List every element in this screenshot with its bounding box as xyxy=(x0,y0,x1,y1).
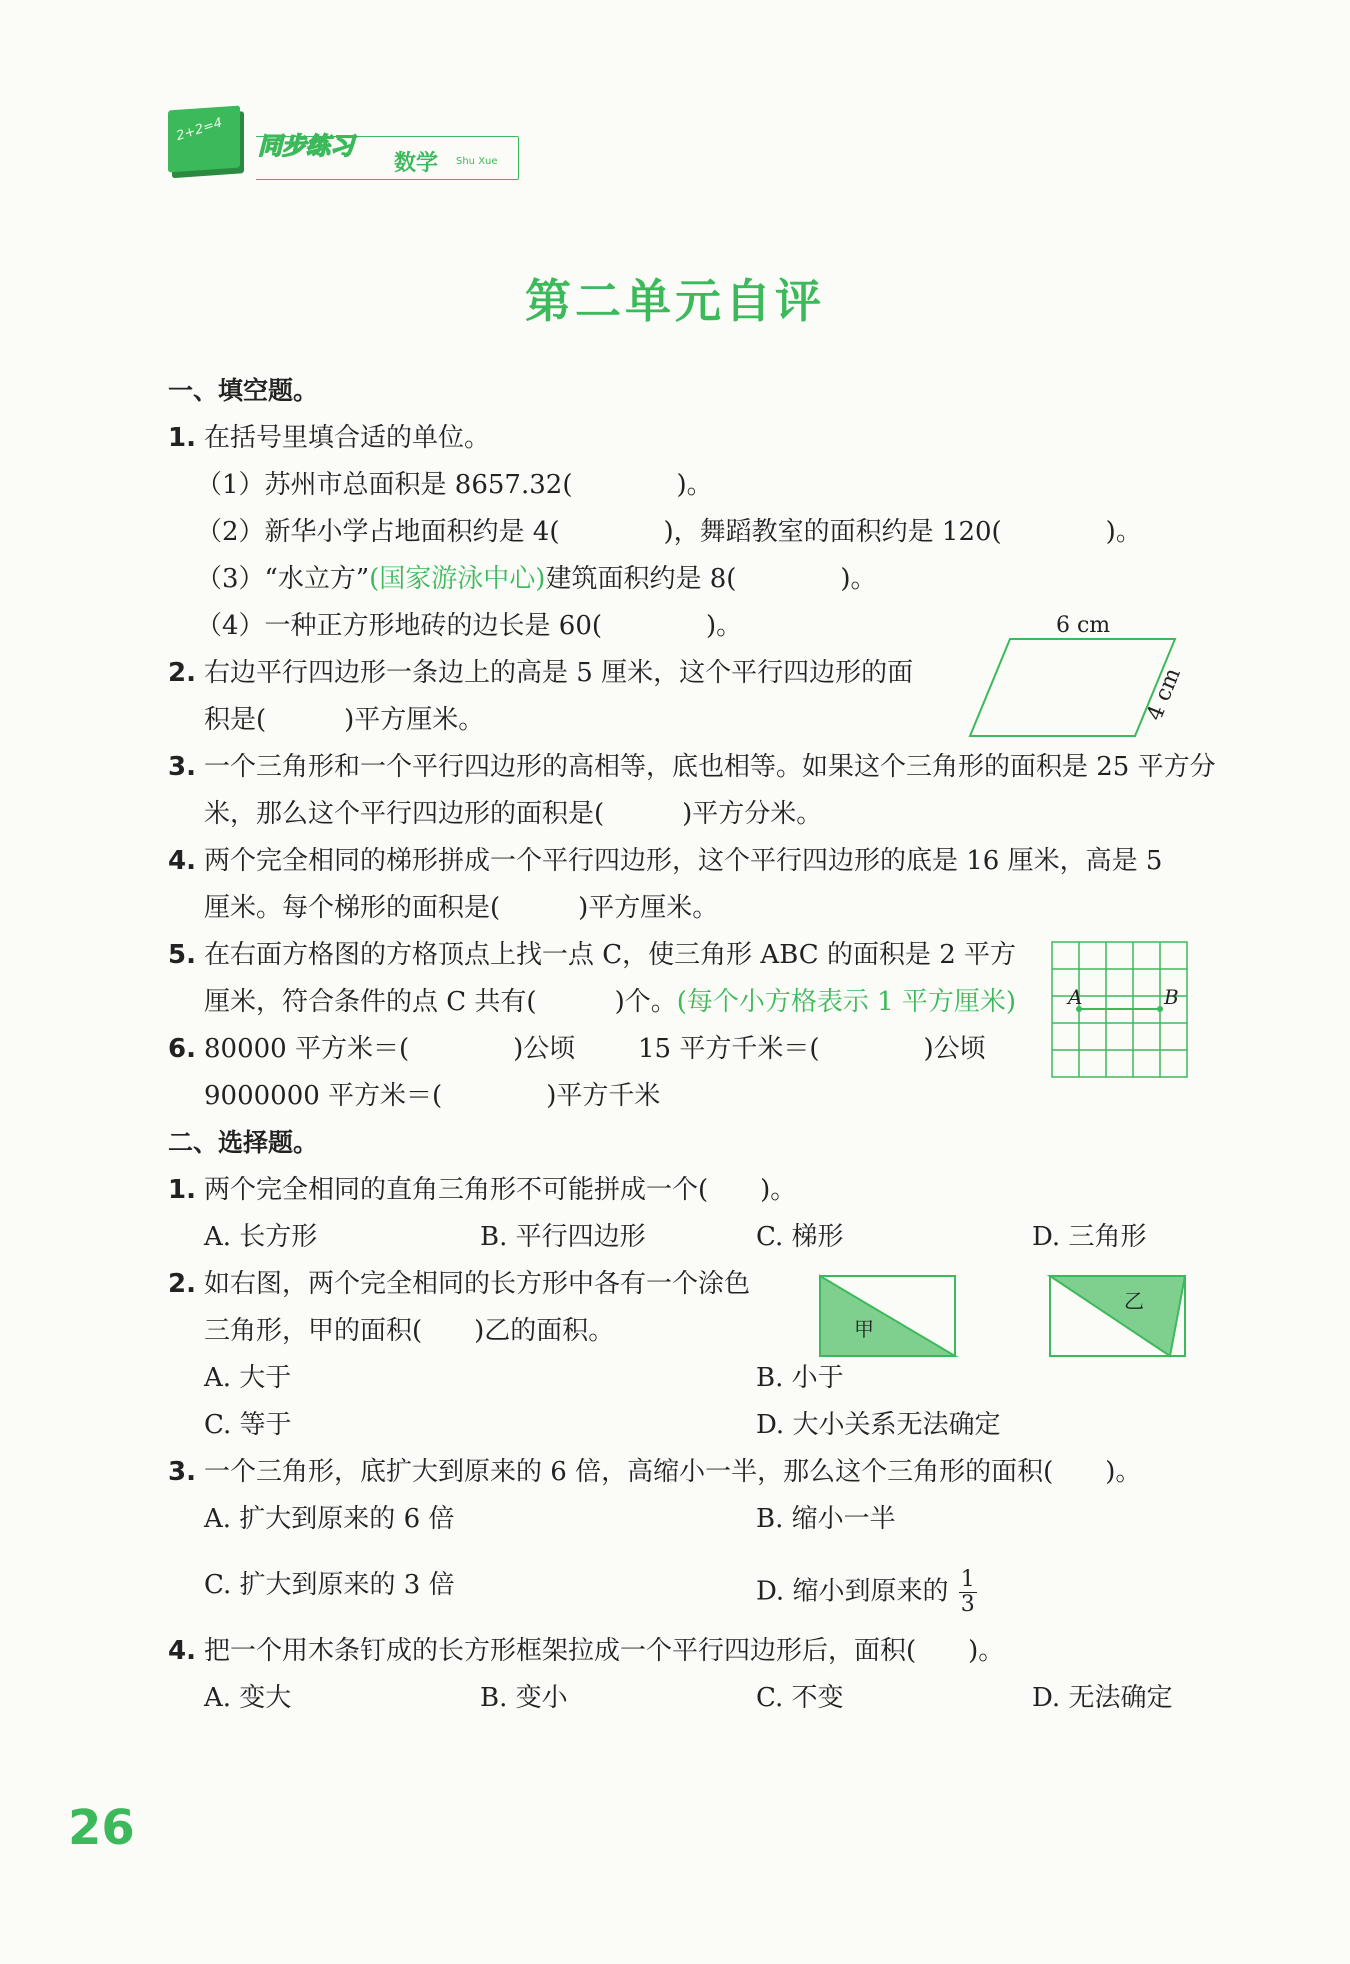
question-text: 在右面方格图的方格顶点上找一点 C，使三角形 ABC 的面积是 2 平方 xyxy=(204,940,1017,970)
subject-title: 数学 xyxy=(394,151,439,176)
option-b: B. 平行四边形 xyxy=(480,1222,646,1252)
question-number: 4. xyxy=(168,846,196,876)
sub-question-part: （3）“水立方” xyxy=(196,564,370,594)
grid-figure xyxy=(1052,942,1190,1080)
option-d: D. 大小关系无法确定 xyxy=(756,1410,1001,1440)
question-text: 右边平行四边形一条边上的高是 5 厘米，这个平行四边形的面 xyxy=(204,658,914,688)
option-c: C. 扩大到原来的 3 倍 xyxy=(204,1570,455,1600)
question-text: 在括号里填合适的单位。 xyxy=(204,423,491,453)
question-text: 15 平方千米＝( )公顷 xyxy=(638,1034,986,1064)
fraction xyxy=(959,1568,977,1617)
note-text: (每个小方格表示 1 平方厘米) xyxy=(676,987,1017,1017)
question-text: 厘米。每个梯形的面积是( )平方厘米。 xyxy=(204,893,719,923)
question-number: 1. xyxy=(168,1175,196,1205)
question-number: 3. xyxy=(168,1457,196,1487)
figure-label-side: 4 cm xyxy=(1142,664,1186,725)
logo-badge: 2+2=4 xyxy=(174,115,224,145)
question-text-part: 厘米，符合条件的点 C 共有( )个。 xyxy=(204,987,677,1017)
option-d: D. 无法确定 xyxy=(1032,1683,1173,1713)
note-text: (国家游泳中心) xyxy=(369,564,546,594)
label-jia: 甲 xyxy=(854,1317,874,1341)
page-title: 第二单元自评 xyxy=(525,274,825,328)
figure-label-top: 6 cm xyxy=(1056,613,1111,638)
series-logo xyxy=(168,108,518,188)
subject-pinyin: Shu Xue xyxy=(456,156,498,167)
option-d xyxy=(756,1568,977,1617)
question-number: 6. xyxy=(168,1034,196,1064)
question-text: 把一个用木条钉成的长方形框架拉成一个平行四边形后，面积( )。 xyxy=(204,1636,1005,1666)
question-text: 一个三角形和一个平行四边形的高相等，底也相等。如果这个三角形的面积是 25 平方分 xyxy=(204,752,1216,782)
chalkboard-icon xyxy=(168,105,240,172)
sub-question-part: 建筑面积约是 8( )。 xyxy=(545,564,877,594)
rectangles-figure xyxy=(818,1274,1188,1360)
option-b: B. 小于 xyxy=(756,1363,844,1393)
option-c: C. 不变 xyxy=(756,1683,844,1713)
question-number: 1. xyxy=(168,423,196,453)
fraction-denominator: 3 xyxy=(960,1592,975,1617)
fraction-numerator: 1 xyxy=(960,1567,975,1592)
question-text: 一个三角形，底扩大到原来的 6 倍，高缩小一半，那么这个三角形的面积( )。 xyxy=(204,1457,1142,1487)
label-a: A xyxy=(1068,985,1083,1009)
question-number: 2. xyxy=(168,1269,196,1299)
option-a: A. 扩大到原来的 6 倍 xyxy=(204,1504,455,1534)
option-a: A. 变大 xyxy=(204,1683,292,1713)
option-b: B. 缩小一半 xyxy=(756,1504,896,1534)
question-text: 米，那么这个平行四边形的面积是( )平方分米。 xyxy=(204,799,823,829)
option-c: C. 梯形 xyxy=(756,1222,844,1252)
question-number: 2. xyxy=(168,658,196,688)
point-b xyxy=(1157,1006,1163,1012)
question-text: 三角形，甲的面积( )乙的面积。 xyxy=(204,1316,615,1346)
sub-question: （2）新华小学占地面积约是 4( )，舞蹈教室的面积约是 120( )。 xyxy=(196,517,1142,547)
question-number: 4. xyxy=(168,1636,196,1666)
series-title: 同步练习 xyxy=(258,132,354,160)
question-number: 5. xyxy=(168,940,196,970)
question-text: 两个完全相同的梯形拼成一个平行四边形，这个平行四边形的底是 16 厘米，高是 5 xyxy=(204,846,1163,876)
section-heading-choice: 二、选择题。 xyxy=(168,1128,319,1157)
label-b: B xyxy=(1164,985,1179,1009)
option-b: B. 变小 xyxy=(480,1683,568,1713)
option-c: C. 等于 xyxy=(204,1410,292,1440)
question-text: 如右图，两个完全相同的长方形中各有一个涂色 xyxy=(204,1269,751,1299)
question-text: 两个完全相同的直角三角形不可能拼成一个( )。 xyxy=(204,1175,797,1205)
option-a: A. 长方形 xyxy=(204,1222,318,1252)
parallelogram-shape xyxy=(970,639,1175,736)
section-heading-fill: 一、填空题。 xyxy=(168,376,319,405)
sub-question xyxy=(196,562,877,596)
option-a: A. 大于 xyxy=(204,1363,292,1393)
sub-question: （4）一种正方形地砖的边长是 60( )。 xyxy=(196,611,743,641)
sub-question: （1）苏州市总面积是 8657.32( )。 xyxy=(196,470,713,500)
label-yi: 乙 xyxy=(1124,1289,1144,1313)
triangle-yi xyxy=(1050,1276,1185,1356)
question-number: 3. xyxy=(168,752,196,782)
parallelogram-figure xyxy=(960,610,1190,750)
question-text: 80000 平方米＝( )公顷 xyxy=(204,1034,576,1064)
question-text: 9000000 平方米＝( )平方千米 xyxy=(204,1081,661,1111)
option-d-text: D. 缩小到原来的 xyxy=(756,1576,949,1607)
question-text xyxy=(204,985,1016,1019)
page-number: 26 xyxy=(68,1800,135,1856)
option-d: D. 三角形 xyxy=(1032,1222,1147,1252)
question-text: 积是( )平方厘米。 xyxy=(204,705,485,735)
triangle-jia xyxy=(820,1276,955,1356)
